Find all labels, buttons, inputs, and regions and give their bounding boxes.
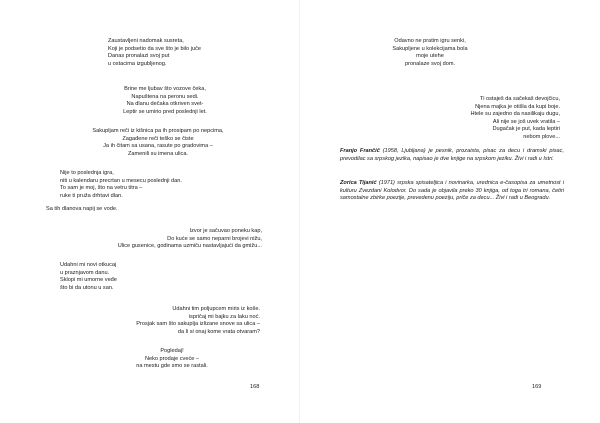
- verse-line: Pogledaj!: [160, 348, 184, 354]
- verse-line: Udahni mi novi otkucaj: [60, 262, 117, 268]
- verse-line: nebom plove...: [523, 133, 560, 140]
- author-name: Zorica Tijanić: [340, 180, 377, 186]
- page-number: 169: [532, 384, 542, 390]
- stanza-2: [80, 86, 250, 116]
- verse-line: Dugačak je put, kada leptiri: [492, 126, 560, 133]
- verse-line: Brine me ljubav što vozove čeka,: [124, 86, 206, 92]
- verse-line: Ulice gusenice, godinama uzmiču nastavljajući da gmižu...: [117, 243, 262, 250]
- stanza-8: [92, 348, 252, 371]
- author-bio-tijanić: [340, 180, 564, 203]
- verse-line: Ti ostaješ da sačekaš devojčicu,: [479, 96, 560, 102]
- verse-line: Htele su zajedno da nasilikaju dugu,: [470, 111, 560, 118]
- verse-line: ispričaj mi bajku za laku noć.: [188, 313, 260, 320]
- verse-line: Ja ih čitam sa usana, rasute po gradovima –: [103, 143, 213, 150]
- author-bio-text: (1958, Ljubljana) je pesnik, prozaista, pisac za decu i dramski pisac, prevodilac sa srpskog jezika, napisao je dve knjige na srpskom jeziku. Živi i radi u Istri.: [340, 148, 564, 162]
- verse-line: pronalaze svoj dom.: [404, 60, 456, 67]
- verse-line: u praznjavom danu.: [60, 269, 110, 276]
- verse-line: Izvor je sačuvao poneku kap,: [189, 228, 262, 234]
- stanza-5: [60, 228, 262, 251]
- stanza-4-coda: [46, 206, 118, 214]
- author-bio-text: (1971) srpska spisateljica i novinarka, urednica e-časopisa za umetnost i kulturu Zvezdani Kolodvor. Do sada je objavila preko 30 knjiga, od toga tri romana, četiri samostalne zbirke poezije, prevedenu poeziju, priče za decu... Živi i radi u Beogradu.: [340, 180, 564, 202]
- verse-line: Sakupljene u kolekcijama bola: [392, 45, 468, 52]
- verse-line: Sklopi mi umorne veđe: [60, 277, 117, 284]
- stanza-3: [58, 128, 258, 158]
- verse-line: moje utehe: [416, 53, 444, 60]
- verse-line: na mestu gde smo se rastali.: [136, 363, 208, 370]
- verse-line: Sakupljam reči iz kišnica pa ih prosipam po nepcima,: [92, 128, 224, 134]
- verse-line: Do kuće se samo neparni brojevi nižu,: [167, 235, 262, 242]
- verse-line: Ali nije se još uvek vratila –: [492, 118, 560, 125]
- verse-line: niti u kalendaru precrtan u mesecu poslednji dan.: [60, 177, 182, 184]
- verse-line: Na dlanu dečaka otkriven svet-: [126, 101, 204, 108]
- page-number: 168: [250, 384, 260, 390]
- author-name: Franjo Frančič: [340, 148, 380, 154]
- stanza-4: [60, 170, 182, 200]
- verse-line: što bi da utonu u san.: [60, 284, 114, 291]
- stanza-1: [360, 38, 500, 68]
- verse-line: Neko prodaje cveće –: [144, 355, 200, 362]
- verse-line: Nije to poslednja igra,: [60, 170, 114, 176]
- verse-line: Leptir se umirio pred poslednji let.: [123, 108, 207, 115]
- author-bio-frančič: [340, 148, 564, 163]
- stanza-1: [108, 38, 201, 68]
- verse-line: Zamenili su imena ulica.: [127, 150, 188, 157]
- verse-line: Napuštena na peronu sedi.: [131, 93, 199, 100]
- stanza-7: [60, 306, 260, 336]
- verse-line: Odavno ne pratim igru senki,: [394, 38, 466, 44]
- verse-line: Zagađene reči teško se čiste: [122, 135, 194, 142]
- verse-line: u ostacima izgubljenog.: [108, 60, 167, 67]
- verse-line: ruke ti pruža drhtavi dlan.: [60, 192, 123, 199]
- verse-line: da li si onaj kome vrata otvaram?: [177, 328, 260, 335]
- verse-line: Prosjak sam što sakuplja izlizane snove sa ulica –: [136, 321, 260, 328]
- verse-line: To sam je moj, što na vetru titra –: [60, 185, 143, 192]
- stanza-6: [60, 262, 117, 292]
- verse-line: Danas pronalazi svoj put: [108, 53, 170, 60]
- verse-line: Sa tih dlanova napij se vode.: [46, 206, 118, 212]
- verse-line: Koji je podsetio da sve što je bilo juče: [108, 45, 201, 52]
- verse-line: Udahni tim poljupcem miris iz koše.: [172, 306, 260, 312]
- verse-line: Zaustavljeni nadomak susreta,: [108, 38, 184, 44]
- stanza-2: [340, 96, 560, 142]
- right-page: [300, 0, 600, 423]
- verse-line: Njena majka je otišla da kupi boje.: [475, 103, 560, 110]
